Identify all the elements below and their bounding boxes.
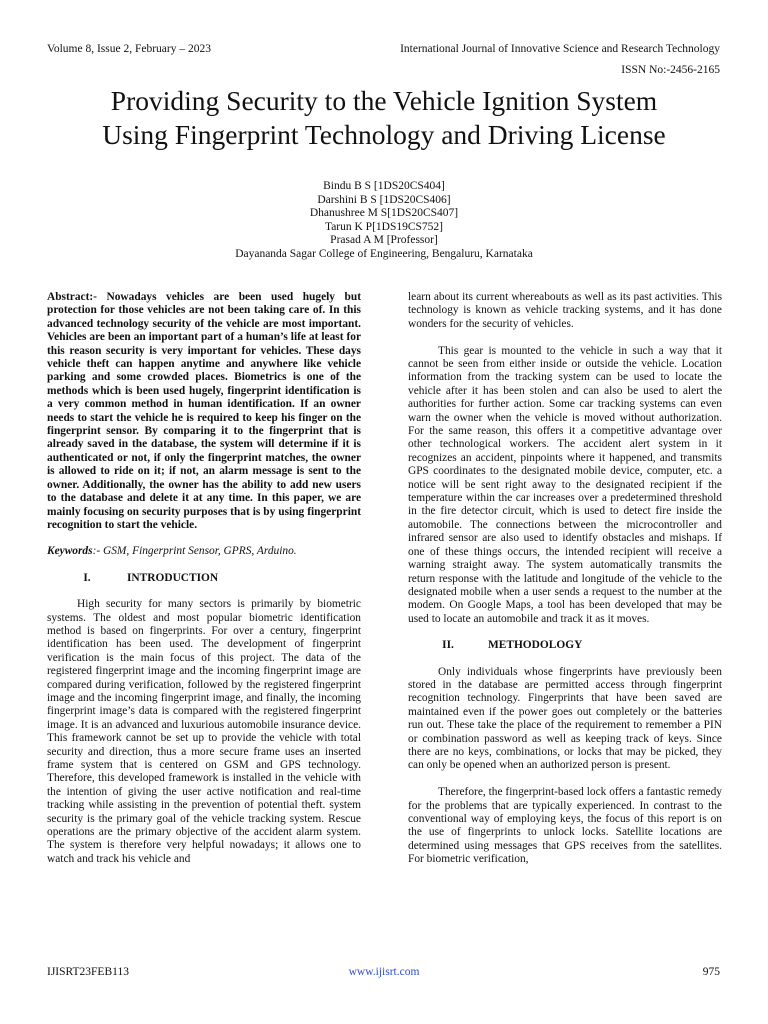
title-line: Providing Security to the Vehicle Ignition System: [110, 85, 658, 116]
body-paragraph: learn about its current whereabouts as well as its past activities. This technology is known as vehicle tracking systems, and it has done wonders for the security of vehicles.: [408, 291, 722, 330]
keywords-label: Keywords: [47, 545, 93, 558]
journal-url-link[interactable]: www.ijisrt.com: [348, 966, 420, 978]
section-title: INTRODUCTION: [127, 571, 219, 584]
author: Prasad A M [Professor]: [330, 234, 438, 247]
keywords: [47, 545, 361, 558]
abstract: Abstract:- Nowadays vehicles are been used hugely but protection for those vehicles are not been taking care of. In this advanced technology security of the vehicle are most important. Vehicles are been an important part of a human’s life at least for this reason security is very important for vehicles. These days vehicle theft can happen anytime and anywhere like vehicle parking and some crowded places. Biometrics is one of the methods which is been used hugely, fingerprint identification is a very common method in human identification. If an owner needs to start the vehicle he is required to keep his finger on the fingerprint sensor. By comparing it to the fingerprint that is already saved in the database, the system will determine if it is authenticated or not, if only the fingerprint matches, the owner is allowed to ride on it; if not, an alarm message is sent to the owner. Additionally, the owner has the ability to add new users to the database and delete it at any time. In this paper, we are mainly focusing on security purposes that is by using fingerprint recognition to start the vehicle.: [47, 291, 361, 531]
title-line: Using Fingerprint Technology and Driving License: [102, 119, 666, 150]
paper-id: IJISRT23FEB113: [47, 966, 129, 978]
section-heading-methodology: [408, 639, 722, 652]
section-number: II.: [442, 639, 454, 652]
section-number: I.: [83, 571, 91, 584]
author: Tarun K P[1DS19CS752]: [324, 220, 444, 233]
intro-paragraph: High security for many sectors is primarily by biometric systems. The oldest and most popular biometric identification method is based on fingerprints. For over a century, fingerprint identification has been used. The development of fingerprint verification is the main focus of this project. The data of the registered fingerprint image and the incoming fingerprint image are compared during verification, followed by the registered fingerprint image and the incoming fingerprint image, and finally, the incoming fingerprint image’s data is compared with the registered fingerprint image. It is an advanced and luxurious automobile insurance device. This framework cannot be set up to provide the vehicle with total security and direction, thus a more secure frame uses an inserted frame system that is centered on GSM and GPS technology. Therefore, this developed framework is installed in the vehicle with the intention of giving the user active notification and real-time tracking while assisting in the prevention of potential theft. system security is the primary goal of the vehicle tracking system. Rescue operations are the primary objective of the accident alarm system. The system is therefore very helpful nowadays; it allows one to watch and track his vehicle and: [47, 598, 361, 865]
journal-volume: Volume 8, Issue 2, February – 2023: [47, 43, 211, 55]
methodology-paragraph: Only individuals whose fingerprints have previously been stored in the database are permitted access through fingerprint recognition technology. Fingerprints that have been saved are maintained even if the power goes out completely or the batteries run out. These take the place of the requirement to remember a PIN or combination password as well as keeping track of keys. Since there are no keys, combinations, or locks that may be picked, they can only be opened when an authorized person is present.: [408, 665, 722, 772]
section-heading-introduction: [47, 572, 361, 585]
journal-issn: ISSN No:-2456-2165: [621, 64, 720, 76]
author: Bindu B S [1DS20CS404]: [323, 180, 445, 192]
journal-name: International Journal of Innovative Science and Research Technology: [400, 43, 720, 55]
left-column: [47, 291, 361, 866]
body-paragraph: This gear is mounted to the vehicle in such a way that it cannot be seen from either inside or outside the vehicle. Location information from the tracking system can be used to locate the vehicle after it has been stolen and can also be used to alert the authorities for further action. Some car tracking systems can even warn the owner when the vehicle is moved without authorization. For the same reason, this offers it a competitive advantage over other technological workers. The accident alert system in it recognizes an accident, pinpoints where it happened, and transmits GPS coordinates to the designated mobile device, computer, etc. a notice will be sent right away to the designated recipient if the temperature within the car increases over a predetermined threshold in the fire detector circuit, which is used to detect fire inside the automobile. The connections between the microcontroller and infrared sensor are also used to identify obstacles and mishaps. If one of these things occurs, the intended recipient will receive a warning straight away. The system automatically transmits the return response with the latitude and longitude of the vehicle to the designated mobile when a user sends a request to the number at the modem. On Google Maps, a tool has been developed that may be used to locate an automobile and track it as it moves.: [408, 344, 722, 625]
keywords-text: :- GSM, Fingerprint Sensor, GPRS, Arduino.: [92, 545, 297, 558]
affiliation: Dayananda Sagar College of Engineering, Bengaluru, Karnataka: [235, 247, 533, 260]
page-number: 975: [702, 966, 720, 978]
paper-title: [30, 84, 738, 152]
methodology-paragraph: Therefore, the fingerprint-based lock offers a fantastic remedy for the problems that are typically experienced. In contrast to the conventional way of employing keys, the focus of this report is on the use of fingerprints to unlock locks. Satellite locations are determined using messages that GPS receives from the satellites. For biometric verification,: [408, 786, 722, 866]
author-block: [80, 180, 688, 262]
section-title: METHODOLOGY: [488, 639, 583, 652]
right-column: [408, 291, 722, 867]
author: Darshini B S [1DS20CS406]: [317, 193, 451, 206]
author: Dhanushree M S[1DS20CS407]: [309, 207, 459, 220]
